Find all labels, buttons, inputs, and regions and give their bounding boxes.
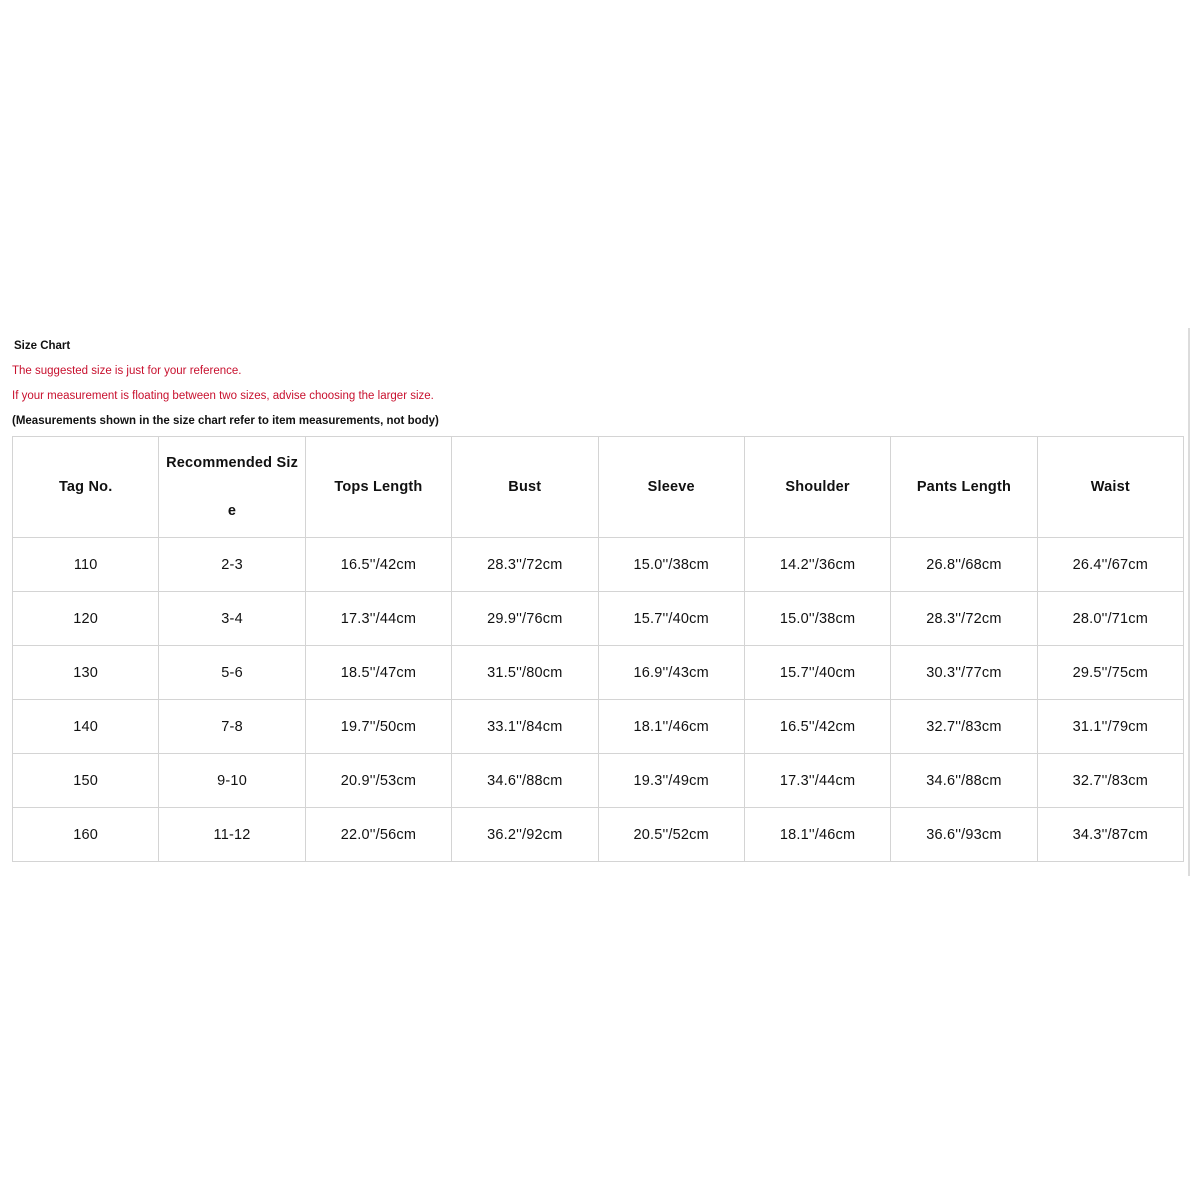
cell-bust: 29.9''/76cm [452, 592, 598, 646]
table-row [13, 592, 1184, 646]
cell-shoulder: 15.7''/40cm [744, 646, 890, 700]
table-header-row [13, 437, 1184, 538]
cell-recommended-size: 11-12 [159, 808, 305, 862]
cell-shoulder: 18.1''/46cm [744, 808, 890, 862]
header-recommended-size [159, 437, 305, 538]
cell-bust: 34.6''/88cm [452, 754, 598, 808]
table-row [13, 700, 1184, 754]
cell-tag-no: 150 [13, 754, 159, 808]
cell-waist: 31.1''/79cm [1037, 700, 1183, 754]
cell-pants-length: 34.6''/88cm [891, 754, 1037, 808]
header-tag-no: Tag No. [13, 437, 159, 538]
cell-tops-length: 19.7''/50cm [305, 700, 451, 754]
larger-size-advice: If your measurement is floating between two sizes, advise choosing the larger size. [12, 390, 434, 402]
size-chart-title: Size Chart [14, 340, 71, 352]
cell-recommended-size: 7-8 [159, 700, 305, 754]
cell-tops-length: 20.9''/53cm [305, 754, 451, 808]
cell-sleeve: 20.5''/52cm [598, 808, 744, 862]
cell-shoulder: 16.5''/42cm [744, 700, 890, 754]
cell-pants-length: 30.3''/77cm [891, 646, 1037, 700]
cell-sleeve: 15.7''/40cm [598, 592, 744, 646]
table-row [13, 808, 1184, 862]
cell-shoulder: 17.3''/44cm [744, 754, 890, 808]
cell-recommended-size: 9-10 [159, 754, 305, 808]
cell-tops-length: 16.5''/42cm [305, 538, 451, 592]
cell-tag-no: 160 [13, 808, 159, 862]
cell-waist: 34.3''/87cm [1037, 808, 1183, 862]
cell-sleeve: 15.0''/38cm [598, 538, 744, 592]
cell-sleeve: 16.9''/43cm [598, 646, 744, 700]
cell-sleeve: 19.3''/49cm [598, 754, 744, 808]
cell-pants-length: 26.8''/68cm [891, 538, 1037, 592]
right-divider [1188, 328, 1190, 876]
cell-tops-length: 17.3''/44cm [305, 592, 451, 646]
cell-tops-length: 18.5''/47cm [305, 646, 451, 700]
measurement-disclaimer: (Measurements shown in the size chart refer to item measurements, not body) [12, 415, 439, 427]
cell-bust: 36.2''/92cm [452, 808, 598, 862]
header-sleeve: Sleeve [598, 437, 744, 538]
reference-note: The suggested size is just for your reference. [12, 365, 242, 377]
cell-tag-no: 130 [13, 646, 159, 700]
cell-bust: 31.5''/80cm [452, 646, 598, 700]
cell-waist: 28.0''/71cm [1037, 592, 1183, 646]
cell-recommended-size: 5-6 [159, 646, 305, 700]
cell-bust: 33.1''/84cm [452, 700, 598, 754]
header-tops-length: Tops Length [305, 437, 451, 538]
header-shoulder: Shoulder [744, 437, 890, 538]
cell-waist: 26.4''/67cm [1037, 538, 1183, 592]
header-pants-length: Pants Length [891, 437, 1037, 538]
cell-waist: 32.7''/83cm [1037, 754, 1183, 808]
table-row [13, 754, 1184, 808]
header-bust: Bust [452, 437, 598, 538]
cell-tag-no: 140 [13, 700, 159, 754]
cell-tag-no: 110 [13, 538, 159, 592]
table-row [13, 538, 1184, 592]
cell-shoulder: 15.0''/38cm [744, 592, 890, 646]
header-waist: Waist [1037, 437, 1183, 538]
cell-tag-no: 120 [13, 592, 159, 646]
cell-pants-length: 36.6''/93cm [891, 808, 1037, 862]
cell-pants-length: 32.7''/83cm [891, 700, 1037, 754]
cell-bust: 28.3''/72cm [452, 538, 598, 592]
cell-sleeve: 18.1''/46cm [598, 700, 744, 754]
cell-tops-length: 22.0''/56cm [305, 808, 451, 862]
cell-recommended-size: 2-3 [159, 538, 305, 592]
size-table [12, 436, 1184, 862]
cell-pants-length: 28.3''/72cm [891, 592, 1037, 646]
header-recommended-size-label: Recommended Size [166, 455, 299, 519]
cell-waist: 29.5''/75cm [1037, 646, 1183, 700]
cell-recommended-size: 3-4 [159, 592, 305, 646]
cell-shoulder: 14.2''/36cm [744, 538, 890, 592]
table-row [13, 646, 1184, 700]
size-chart-notes [12, 334, 1182, 434]
